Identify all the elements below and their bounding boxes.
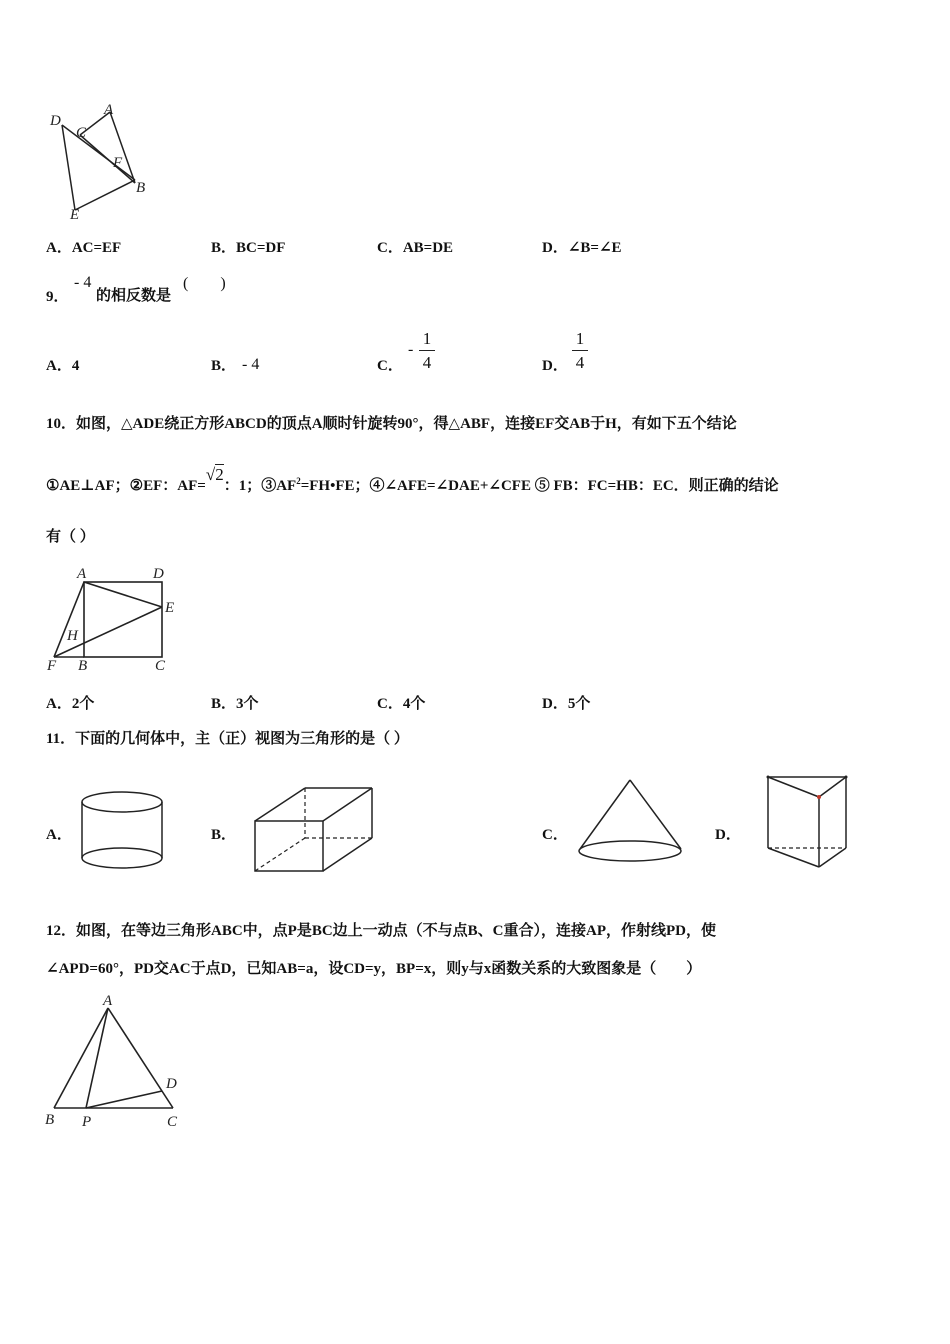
q8-label-b: B [136, 180, 146, 196]
q10-label-c: C [155, 658, 166, 674]
q9-option-b-value: - 4 [242, 356, 260, 373]
q8-label-a: A [104, 102, 114, 118]
q12-figure [40, 990, 190, 1130]
q11-option-b-label: B． [211, 827, 237, 843]
q10-label-e: E [165, 600, 175, 616]
q12-label-b: B [45, 1112, 55, 1128]
fraction-numerator: 1 [575, 329, 585, 348]
q10-option-b: B．3个 [211, 696, 259, 712]
q9-paren: ( ) [183, 275, 226, 292]
q10-option-c: C．4个 [377, 696, 426, 712]
q11-option-d-label: D． [715, 827, 741, 843]
q9-number: 9． [46, 289, 69, 305]
q9-option-b-label: B． [211, 358, 237, 374]
q8-figure [40, 95, 160, 225]
q12-stem-line1: 12．如图，在等边三角形ABC中，点P是BC边上一动点（不与点B、C重合），连接AP，作射线PD，使 [46, 923, 717, 939]
q10-label-a: A [77, 566, 87, 582]
q10-label-h: H [67, 628, 78, 644]
q12-label-c: C [167, 1114, 178, 1130]
q12-line-pd [86, 1091, 162, 1108]
q9-text: 的相反数是 [96, 288, 172, 304]
q12-line-ac [108, 1008, 173, 1108]
q10-line-ae [84, 582, 162, 607]
q10-stem-line3: 有（ ） [46, 529, 95, 545]
q8-label-e: E [70, 207, 80, 223]
fraction-denominator: 4 [422, 353, 432, 372]
q11-option-c-label: C． [542, 827, 568, 843]
fraction-denominator: 4 [575, 353, 585, 372]
q9-option-c-label: C． [377, 358, 403, 374]
sqrt-radicand: 2 [215, 465, 224, 484]
q10-square-abcd [84, 582, 162, 657]
q10-stem-line1: 10．如图，△ADE绕正方形ABCD的顶点A顺时针旋转90°，得△ABF，连接EF交AB于H，有如下五个结论 [46, 416, 737, 432]
q8-option-b: B．BC=DF [211, 240, 286, 256]
q8-line-de [62, 125, 75, 210]
q10-label-b: B [78, 658, 88, 674]
q12-label-p: P [82, 1114, 92, 1130]
q11-option-a-label: A． [46, 827, 72, 843]
q9-option-d-label: D． [542, 358, 568, 374]
q10-superscript: 2 [296, 476, 301, 486]
q12-label-a: A [103, 993, 113, 1009]
q10-stem-line2 [46, 465, 779, 495]
q12-stem-line2: ∠APD=60°，PD交AC于点D，已知AB=a，设CD=y，BP=x，则y与x函数关系的大致图象是（ ） [46, 961, 702, 977]
q10-label-f: F [47, 658, 57, 674]
q8-option-c: C．AB=DE [377, 240, 454, 256]
q12-label-d: D [166, 1076, 177, 1092]
q10-line2-part-a: ①AE⊥AF；②EF：AF= [46, 478, 206, 494]
q8-label-c: C [76, 125, 87, 141]
cone-icon [575, 775, 690, 867]
q10-label-d: D [153, 566, 164, 582]
fraction-bar [572, 350, 588, 351]
q11-stem: 11．下面的几何体中，主（正）视图为三角形的是（ ） [46, 731, 409, 747]
q9-option-c-fraction [419, 330, 435, 371]
q12-line-ap [86, 1008, 108, 1108]
q9-option-c-sign: - [408, 341, 414, 358]
q8-label-d: D [50, 113, 61, 129]
q8-option-a: A．AC=EF [46, 240, 122, 256]
sqrt-icon: √2 [205, 465, 224, 484]
fraction-bar [419, 350, 435, 351]
q12-line-ab [54, 1008, 108, 1108]
fraction-numerator: 1 [422, 329, 432, 348]
q9-neg4: - 4 [74, 274, 92, 291]
triangular-prism-icon [762, 770, 857, 875]
q8-label-f: F [113, 155, 123, 171]
cylinder-icon [78, 788, 170, 878]
q10-option-a: A．2个 [46, 696, 95, 712]
q8-line-ef [75, 180, 135, 210]
q10-line2-part-b: ：1；③AF [223, 478, 297, 494]
q9-option-d-fraction [572, 330, 588, 371]
q10-option-d: D．5个 [542, 696, 591, 712]
q8-option-d: D．∠B=∠E [542, 240, 622, 256]
cuboid-icon [250, 783, 380, 878]
q9-option-a: A．4 [46, 358, 80, 374]
q10-line2-part-c: =FH•FE；④∠AFE=∠DAE+∠CFE ⑤ FB：FC=HB：EC．则正确的结论 [300, 478, 779, 494]
q10-figure [40, 560, 190, 675]
